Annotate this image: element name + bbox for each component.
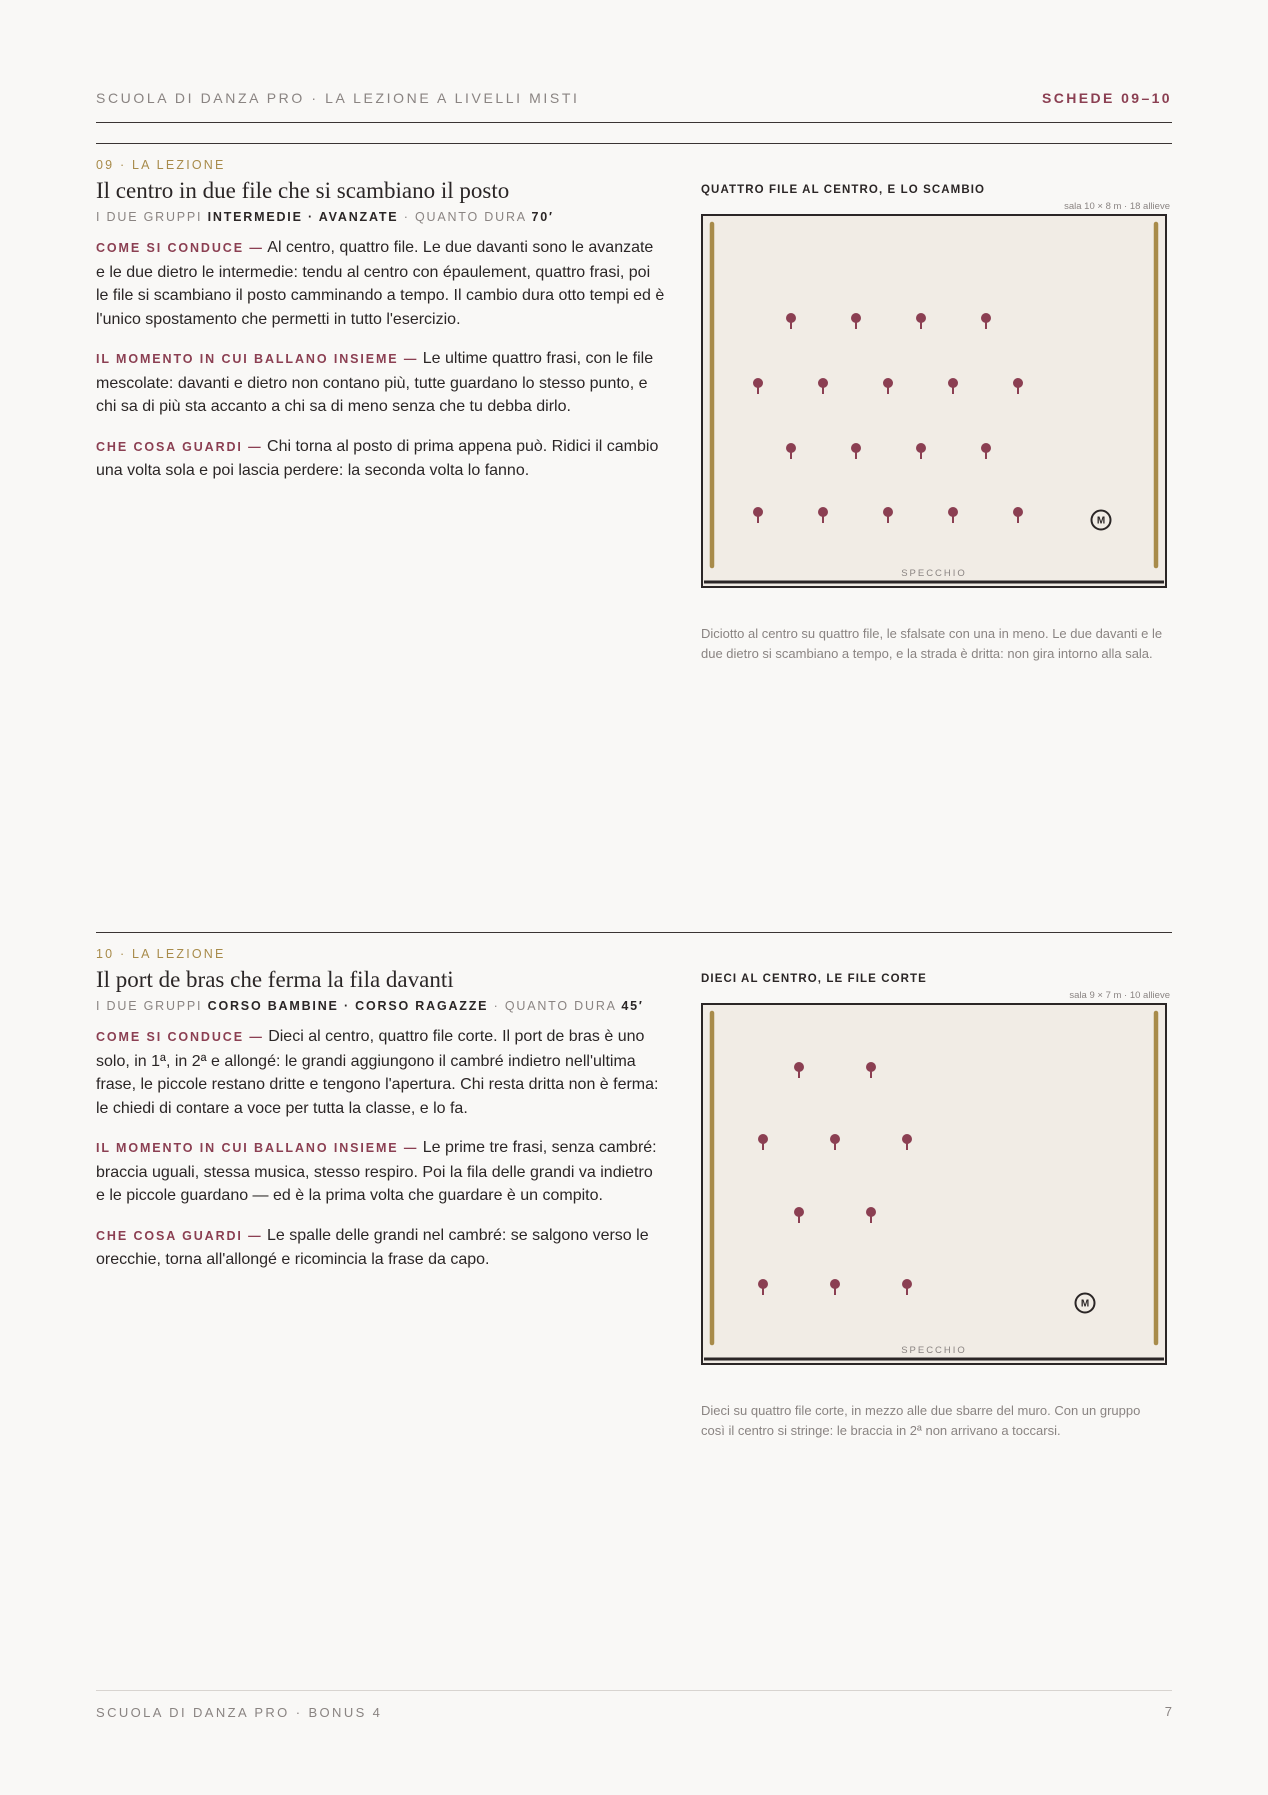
dancer-marker [758, 1279, 768, 1295]
studio-room [701, 1003, 1167, 1365]
paragraph-together [96, 347, 666, 419]
paragraph-label: CHE COSA GUARDI — [96, 1228, 263, 1243]
lesson-sheet-10 [96, 932, 1172, 1438]
paragraph-conduct [96, 236, 666, 331]
figure-caption: Diciotto al centro su quattro file, le sfalsate con una in meno. Le due davanti e le due dietro si scambiano a tempo, e la strada è dritta: non gira intorno alla sala. [701, 626, 1163, 661]
floor-plan-svg [703, 216, 1165, 586]
teacher-marker [1076, 1294, 1095, 1313]
dancer-marker [1013, 378, 1023, 394]
dancer-marker [916, 443, 926, 459]
dancer-marker [1013, 507, 1023, 523]
paragraph-text: Dieci al centro, quattro file corte. Il port de bras è uno solo, in 1ª, in 2ª e allongé: le grandi aggiungono il cambré indietro nell'ultima frase, le piccole restano dritte e tengono l'apertura. Chi resta dritta non è ferma: le chiedi di contare a voce per tutta la classe, e lo fa. [96, 1028, 659, 1117]
dancer-marker [818, 378, 828, 394]
sheet-text [96, 144, 666, 499]
paragraph-watch [96, 1224, 666, 1272]
paragraph-text: Le prime tre frasi, senza cambré: braccia uguali, stessa musica, stesso respiro. Poi la fila delle grandi va indietro e le piccole guardano — ed è la prima volta che guardare è un compito. [96, 1139, 657, 1204]
paragraph-text: Le ultime quattro frasi, con le file mescolate: davanti e dietro non contano più, tutte guardano lo stesso punto, e chi sa di più sta accanto a chi sa di meno senza che tu debba dirlo. [96, 350, 654, 415]
paragraph-conduct [96, 1025, 666, 1120]
dancer-marker [851, 443, 861, 459]
dancer-marker [866, 1062, 876, 1078]
dancer-marker [830, 1279, 840, 1295]
dancer-marker [794, 1062, 804, 1078]
sheet-title: Il centro in due file che si scambiano il posto [96, 178, 510, 203]
paragraph-together [96, 1136, 666, 1208]
page [96, 0, 1172, 1795]
dancer-marker [758, 1134, 768, 1150]
paragraph-label: COME SI CONDUCE — [96, 241, 264, 255]
running-head-sheets: SCHEDE 09–10 [1042, 90, 1172, 106]
duration-label: QUANTO DURA [414, 210, 527, 224]
paragraph-label: CHE COSA GUARDI — [96, 439, 263, 454]
paragraph-label: COME SI CONDUCE — [96, 1030, 264, 1044]
dancer-marker [948, 378, 958, 394]
dancer-marker [981, 313, 991, 329]
paragraph-text: Chi torna al posto di prima appena può. Ridici il cambio una volta sola e poi lascia perdere: la seconda volta lo fanno. [96, 437, 659, 479]
floor-plan-svg [703, 1005, 1165, 1363]
paragraph-watch [96, 435, 666, 483]
sheet-kicker: 09 · LA LEZIONE [96, 158, 226, 172]
paragraph-text: Le spalle delle grandi nel cambré: se salgono verso le orecchie, torna all'allongé e ricomincia la frase da capo. [96, 1226, 649, 1268]
duration-value: 70′ [531, 210, 554, 224]
dancer-marker [818, 507, 828, 523]
floor-plan-figure [701, 933, 1172, 1440]
sheet-kicker: 10 · LA LEZIONE [96, 947, 226, 961]
dancer-marker [794, 1207, 804, 1223]
duration-value: 45′ [621, 999, 644, 1013]
groups-value: CORSO BAMBINE · CORSO RAGAZZE [207, 999, 489, 1013]
dancer-marker [786, 313, 796, 329]
groups-value: INTERMEDIE · AVANZATE [207, 210, 399, 224]
teacher-marker [1092, 511, 1111, 530]
dancer-marker [883, 378, 893, 394]
dancer-marker [830, 1134, 840, 1150]
floor-plan-figure [701, 144, 1172, 663]
teacher-label: M [1096, 515, 1106, 527]
duration-label: QUANTO DURA [504, 999, 617, 1013]
dancer-marker [981, 443, 991, 459]
page-number: 7 [1164, 1704, 1172, 1719]
sheet-meta [96, 999, 666, 1013]
paragraph-text: Al centro, quattro file. Le due davanti sono le avanzate e le due dietro le intermedie: tendu al centro con épaulement, quattro frasi, poi le file si scambiano il posto camminando a tempo. Il cambio dura otto tempi ed è l'unico spostamento che permetti in tutto l'esercizio. [96, 239, 665, 328]
paragraph-label: IL MOMENTO IN CUI BALLANO INSIEME — [96, 1141, 419, 1155]
meta-separator: · [403, 210, 410, 224]
sheet-text [96, 933, 666, 1288]
dancer-marker [902, 1134, 912, 1150]
dancer-marker [866, 1207, 876, 1223]
meta-separator: · [493, 999, 500, 1013]
mirror-label: SPECCHIO [901, 1345, 967, 1356]
lesson-sheet-09 [96, 143, 1172, 661]
studio-room [701, 214, 1167, 588]
dancer-marker [948, 507, 958, 523]
teacher-label: M [1080, 1298, 1090, 1310]
paragraph-label: IL MOMENTO IN CUI BALLANO INSIEME — [96, 352, 419, 366]
figure-title: DIECI AL CENTRO, LE FILE CORTE [701, 973, 927, 985]
mirror-label: SPECCHIO [901, 568, 967, 579]
figure-subtitle: sala 9 × 7 m · 10 allieve [1069, 990, 1170, 1001]
dancer-marker [753, 378, 763, 394]
dancer-marker [786, 443, 796, 459]
figure-title: QUATTRO FILE AL CENTRO, E LO SCAMBIO [701, 184, 986, 196]
figure-caption: Dieci su quattro file corte, in mezzo alle due sbarre del muro. Con un gruppo così il centro si stringe: le braccia in 2ª non arrivano a toccarsi. [701, 1403, 1141, 1438]
page-footer [96, 1690, 1172, 1722]
groups-label: I DUE GRUPPI [96, 999, 203, 1013]
figure-subtitle: sala 10 × 8 m · 18 allieve [1064, 201, 1170, 212]
dancer-marker [851, 313, 861, 329]
dancer-marker [916, 313, 926, 329]
dancer-marker [883, 507, 893, 523]
running-head [96, 90, 1172, 123]
sheet-title: Il port de bras che ferma la fila davanti [96, 967, 454, 992]
groups-label: I DUE GRUPPI [96, 210, 203, 224]
footer-title: SCUOLA DI DANZA PRO · BONUS 4 [96, 1705, 383, 1720]
dancer-marker [753, 507, 763, 523]
running-head-title: SCUOLA DI DANZA PRO · LA LEZIONE A LIVELLI MISTI [96, 90, 580, 106]
dancer-marker [902, 1279, 912, 1295]
sheet-meta [96, 210, 666, 224]
